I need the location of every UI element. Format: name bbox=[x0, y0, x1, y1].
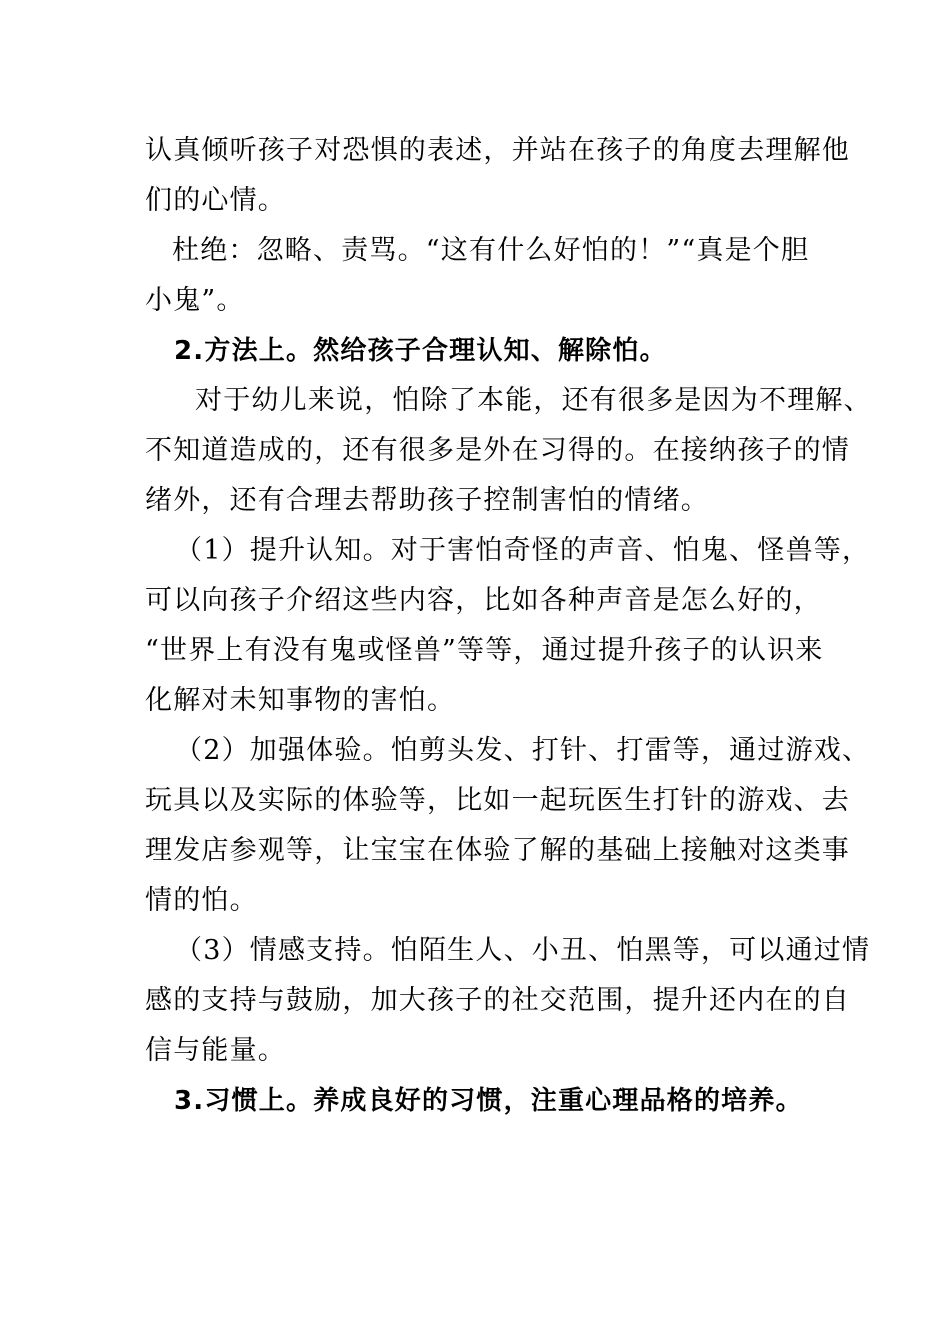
list-item-line: 信与能量。 bbox=[145, 1035, 286, 1066]
list-item-line: 可以向孩子介绍这些内容，比如各种声音是怎么好的， bbox=[145, 585, 822, 616]
paragraph-line: 不知道造成的，还有很多是外在习得的。在接纳孩子的情 bbox=[145, 435, 850, 466]
paragraph-line: 对于幼儿来说，怕除了本能，还有很多是因为不理解、 bbox=[195, 385, 872, 416]
paragraph-line: 绪外，还有合理去帮助孩子控制害怕的情绪。 bbox=[145, 485, 709, 516]
paragraph-line: 杜绝：忽略、责骂。“这有什么好怕的！”“真是个胆 bbox=[172, 235, 810, 266]
paragraph-line: 认真倾听孩子对恐惧的表述，并站在孩子的角度去理解他 bbox=[145, 135, 850, 166]
paragraph-line: 小鬼”。 bbox=[145, 285, 245, 316]
list-item-line: 感的支持与鼓励，加大孩子的社交范围，提升还内在的自 bbox=[145, 985, 850, 1016]
list-item-line: 玩具以及实际的体验等，比如一起玩医生打针的游戏、去 bbox=[145, 785, 850, 816]
list-item-line: 化解对未知事物的害怕。 bbox=[145, 685, 456, 716]
list-item-line: 情的怕。 bbox=[145, 885, 258, 916]
list-item-line: （2）加强体验。怕剪头发、打针、打雷等，通过游戏、 bbox=[175, 735, 871, 766]
paragraph-line: 们的心情。 bbox=[145, 185, 286, 216]
section-heading: 2.方法上。然给孩子合理认知、解除怕。 bbox=[174, 336, 667, 366]
list-item-line: “世界上有没有鬼或怪兽”等等，通过提升孩子的认识来 bbox=[145, 635, 824, 666]
list-item-line: （3）情感支持。怕陌生人、小丑、怕黑等，可以通过情 bbox=[175, 935, 871, 966]
section-heading: 3.习惯上。养成良好的习惯，注重心理品格的培养。 bbox=[174, 1086, 803, 1116]
list-item-line: 理发店参观等，让宝宝在体验了解的基础上接触对这类事 bbox=[145, 835, 850, 866]
list-item-line: （1）提升认知。对于害怕奇怪的声音、怕鬼、怪兽等， bbox=[175, 535, 871, 566]
